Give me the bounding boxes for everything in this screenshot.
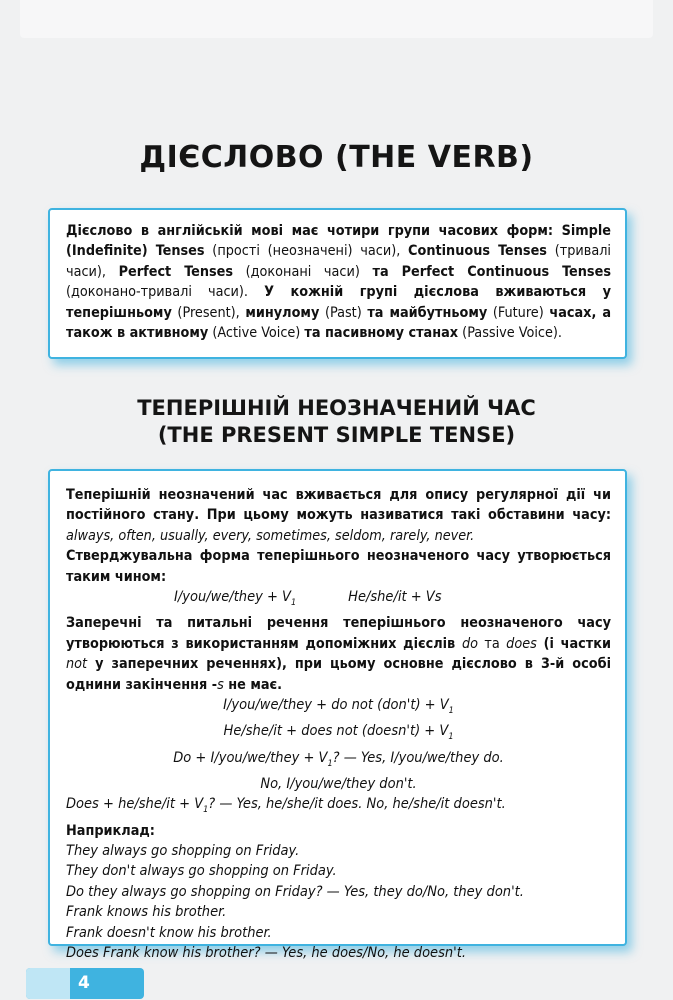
affirmative-paragraph: Стверджувальна форма теперішнього неозначеного часу утворюється таким чином: (66, 548, 611, 585)
intro-box (48, 208, 627, 359)
example-line: Frank knows his brother. (66, 904, 227, 921)
example-line: They always go shopping on Friday. (66, 842, 300, 859)
question-formula-1-negative: No, I/you/we/they don't. (260, 775, 417, 792)
page-title: ДІЄСЛОВО (THE VERB) (139, 140, 534, 175)
example-line: They don't always go shopping on Friday. (66, 863, 337, 880)
usage-paragraph: Теперішній неозначений час вживається для опису регулярної дії чи постійного стану. При цьому можуть називатися такі обставини часу: always, often, usually, every, sometimes, seldom, rarely, never. (66, 487, 611, 544)
question-formula-2: Does + $he/she/it + V_1$? — Yes, he/she/it does. No, he/she/it doesn't. (66, 796, 506, 816)
affirmative-formula: I/you/we/they + $V_1$ He/she/it + Vs (174, 589, 442, 608)
rules-box (48, 469, 627, 961)
example-line: Frank doesn't know his brother. (66, 924, 272, 941)
intro-paragraph: Дієслово в англійській мові має чотири групи часових форм: Simple (Indefinite) Tenses (прості (неозначені) часи), Continuous Tenses (тривалі часи), Perfect Tenses (доконані часи) та Perfect Continuous Tenses (доконано-тривалі часи). У кожній групі дієслова вживаються у теперішньому (Present), минулому (Past) та майбутньому (Future) часах, а також в активному (Active Voice) та пасивному станах (Passive Voice). (66, 223, 612, 342)
example-line: Does Frank know his brother? — Yes, he does/No, he doesn't. (66, 944, 466, 961)
question-formula-1: Do + I/you/we/they + $V_1$? — Yes, I/you/we/they do. (173, 749, 504, 769)
page-number: 4 (78, 973, 90, 993)
example-label: Наприклад: (66, 822, 155, 839)
top-bar (20, 0, 653, 38)
section-title-line-2: (THE PRESENT SIMPLE TENSE) (157, 423, 516, 447)
page-tab-accent (26, 968, 70, 999)
negative-question-paragraph: Заперечні та питальні речення теперішнього неозначеного часу утворюються з використанням допоміжних дієслів do та does (і частки not у заперечних реченнях), при цьому основне дієслово в 3-й особі однини закінчення -s не має. (66, 615, 611, 693)
rules-content (66, 485, 611, 963)
example-line: Do they always go shopping on Friday? — Yes, they do/No, they don't. (66, 883, 524, 900)
section-title (0, 395, 673, 449)
section-title-line-1: ТЕПЕРІШНІЙ НЕОЗНАЧЕНИЙ ЧАС (137, 396, 536, 420)
negative-formula-2: He/she/it + does not (doesn't) + $V_1$ (223, 723, 454, 743)
negative-formula-1: I/you/we/they + do not $(don't) + V_1$ (223, 696, 454, 716)
page-number-tab (26, 968, 144, 999)
